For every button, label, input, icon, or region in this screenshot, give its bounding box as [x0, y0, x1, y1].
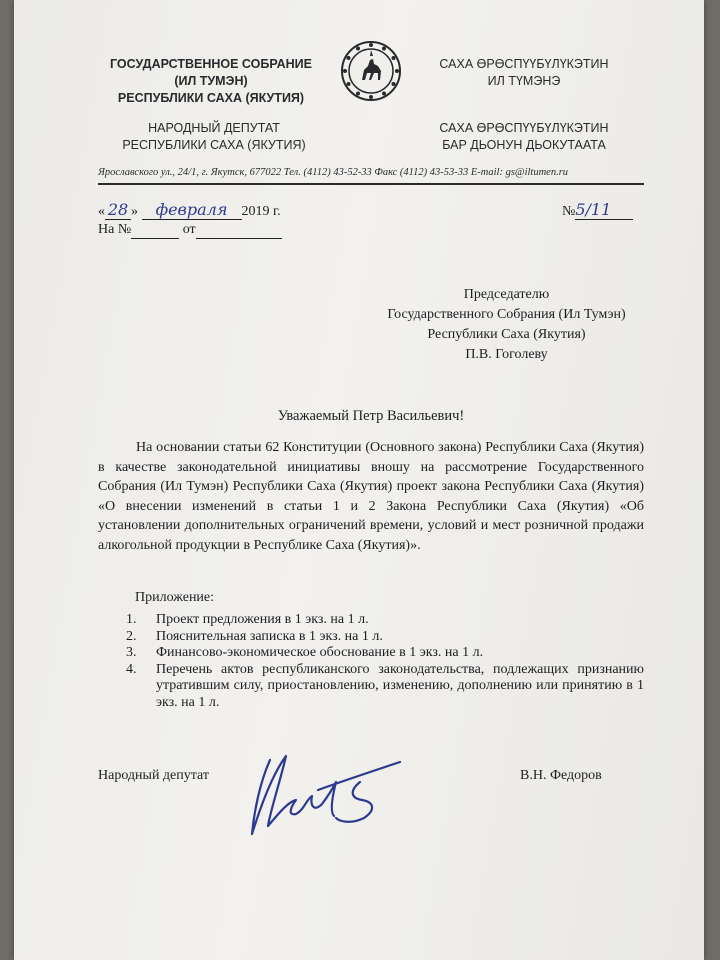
date-quote-open: «: [98, 204, 105, 219]
header-right-line: САХА ӨРӨСПҮҮБҮЛҮКЭТИН: [439, 57, 609, 71]
date-quote-close: »: [131, 204, 138, 219]
signatory-name: В.Н. Федоров: [520, 768, 602, 783]
header-right-line: ИЛ ТҮМЭНЭ: [487, 74, 561, 88]
addressee-line: П.В. Гоголеву: [465, 347, 548, 362]
addressee-block: [364, 285, 649, 365]
header-left-line: ГОСУДАРСТВЕННОЕ СОБРАНИЕ: [110, 57, 312, 71]
letter-body: На основании статьи 62 Конституции (Основного закона) Республики Саха (Якутия) в качестве законодательной инициативы вношу на рассмотрение Государственного Собрания (Ил Тумэн) Республики Саха (Якутия) проект закона Республики Саха (Якутия) «О внесении изменений в статьи 1 и 2 Закона Республики Саха (Якутия) «Об установлении дополнительных ограничений времени, условий и мест розничной продажи алкогольной продукции в Республике Саха (Якутия)».: [98, 440, 644, 553]
coat-of-arms-icon: [340, 40, 402, 102]
letterhead-address: Ярославского ул., 24/1, г. Якутск, 677022 Тел. (4112) 43-52-33 Факс (4112) 43-53-33 E-mail: gs@iltumen.ru: [98, 167, 569, 178]
date-year: 2019 г.: [241, 204, 281, 219]
header-right-sub-line: БАР ДЬОНУН ДЬОКУТААТА: [442, 138, 606, 152]
document-page: [14, 0, 704, 960]
date-month: февраля: [142, 200, 242, 220]
header-left-title: [106, 56, 316, 107]
addressee-line: Республики Саха (Якутия): [427, 327, 586, 342]
handwritten-signature-icon: [240, 742, 410, 842]
number-sign: №: [562, 204, 576, 219]
number-value: 5/11: [575, 200, 633, 220]
header-left-line: РЕСПУБЛИКИ САХА (ЯКУТИЯ): [117, 91, 305, 105]
addressee-line: Председателю: [463, 287, 550, 302]
letter-date: [98, 200, 281, 220]
reference-number-label: На №: [98, 222, 132, 237]
attachments-title: Приложение:: [135, 590, 215, 605]
header-left-sub-line: РЕСПУБЛИКИ САХА (ЯКУТИЯ): [122, 138, 306, 152]
header-right-title: [439, 56, 609, 90]
attachment-item: 2. Пояснительная записка в 1 экз. на 1 л.: [126, 628, 383, 644]
attachment-item: 3. Финансово-экономическое обоснование в 1 экз. на 1 л.: [126, 645, 484, 660]
attachments-list: [126, 612, 644, 711]
greeting: Уважаемый Петр Васильевич!: [277, 408, 465, 424]
date-day: 28: [105, 200, 131, 220]
attachment-item: 1. Проект предложения в 1 экз. на 1 л.: [126, 612, 369, 627]
header-right-subtitle: [439, 120, 609, 154]
header-divider: [98, 183, 644, 185]
attachment-item: 4. Перечень актов республиканского законодательства, подлежащих признанию утратившим силу, приостановлению, изменению, дополнению или принятию в 1 экз. на 1 л.: [126, 661, 644, 710]
reference-date-label: от: [182, 222, 196, 237]
header-right-sub-line: САХА ӨРӨСПҮҮБҮЛҮКЭТИН: [439, 121, 609, 135]
header-left-sub-line: НАРОДНЫЙ ДЕПУТАТ: [148, 121, 280, 135]
addressee-line: Государственного Собрания (Ил Тумэн): [387, 307, 626, 322]
header-left-line: (ИЛ ТУМЭН): [174, 74, 248, 88]
header-left-subtitle: [114, 120, 314, 154]
reference-number-row: [98, 222, 282, 239]
signatory-role: Народный депутат: [98, 768, 210, 783]
letter-number: [562, 200, 633, 220]
